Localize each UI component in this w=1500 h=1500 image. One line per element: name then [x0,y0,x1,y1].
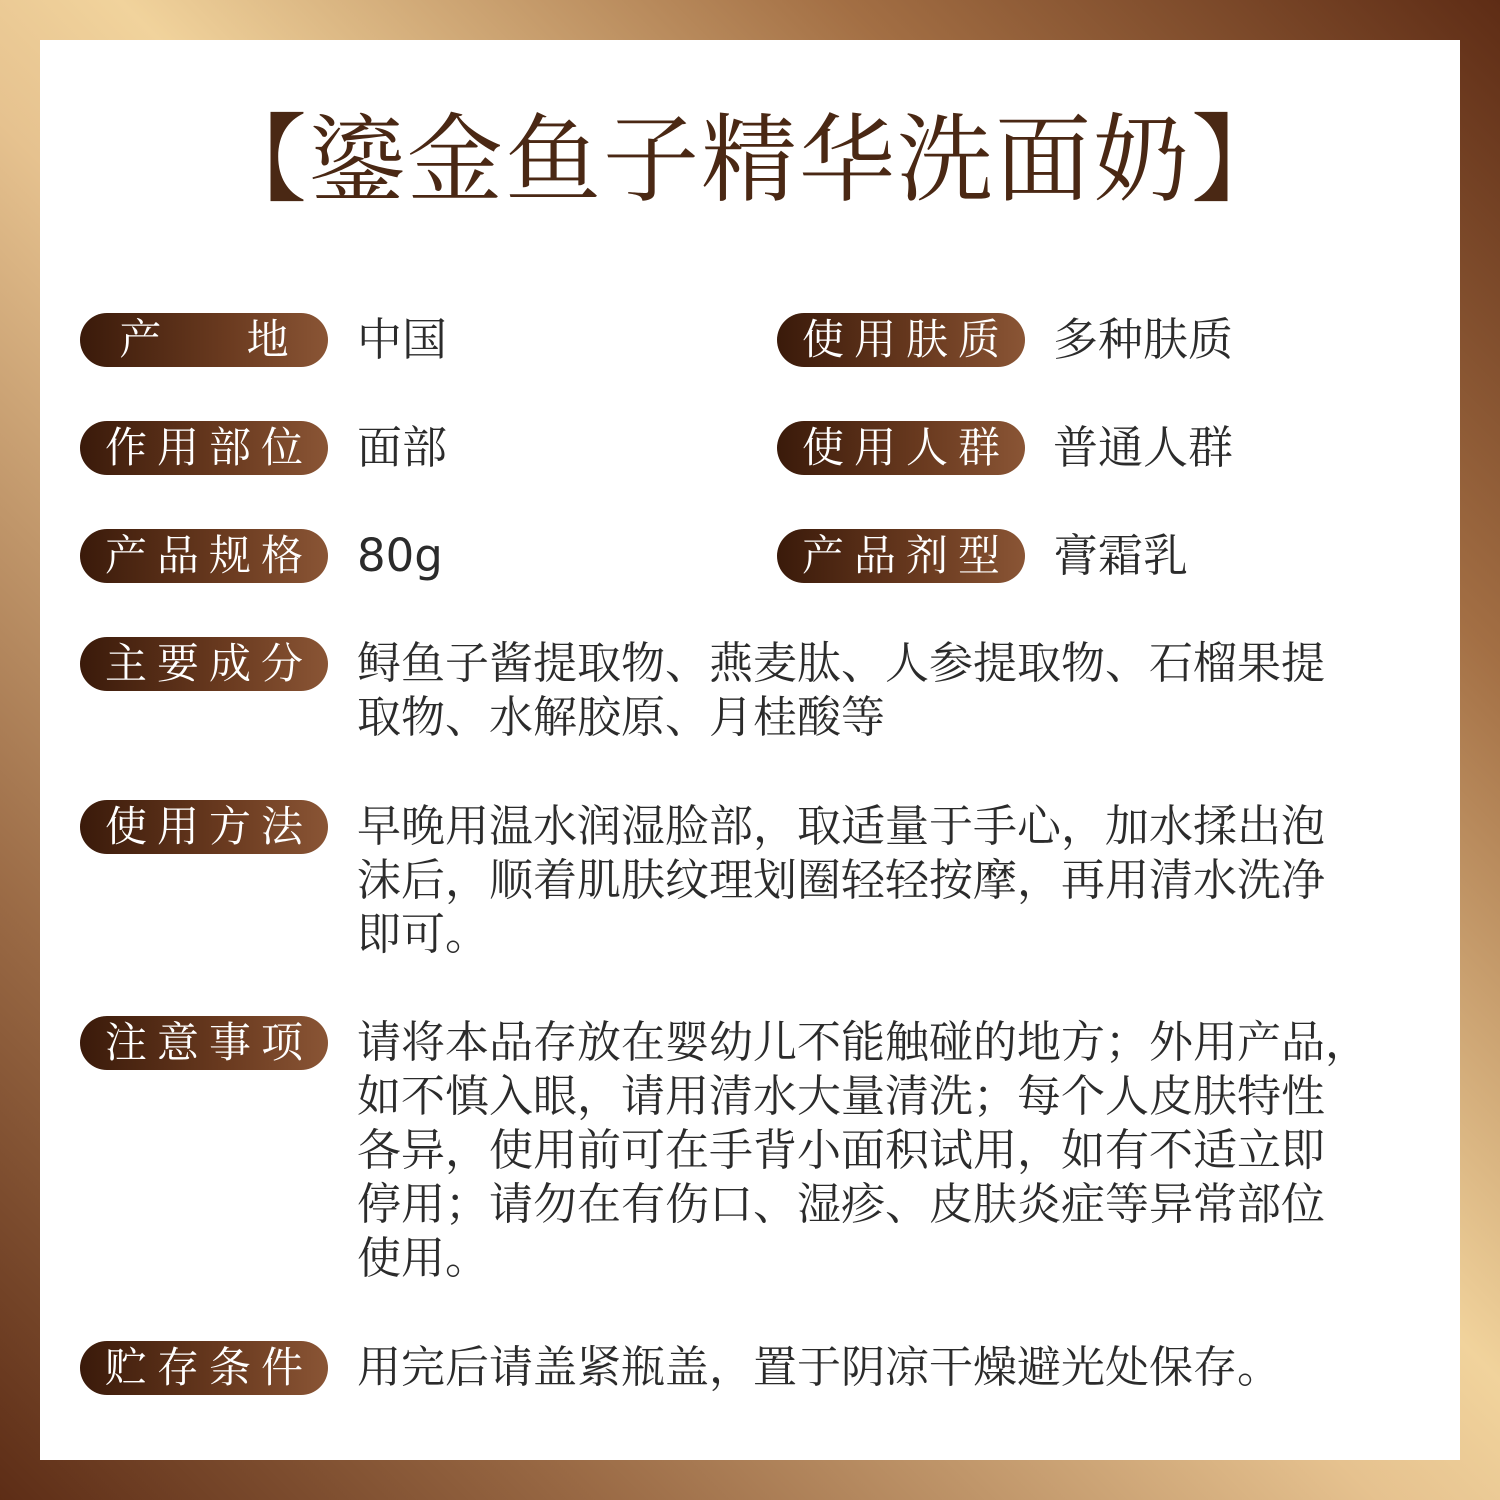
caution-text [357,1016,1369,1286]
area-label: 作用部位 [80,421,328,475]
origin-label: 产 地 [80,313,328,367]
caution-line: 各异，使用前可在手背小面积试用，如有不适立即 [357,1125,1325,1176]
usage-line: 沫后，顺着肌肤纹理划圈轻轻按摩，再用清水洗净 [357,855,1325,906]
usage-label: 使用方法 [80,800,328,854]
origin-value: 中国 [357,313,448,366]
ingredients-text [357,637,1325,745]
caution-label: 注意事项 [80,1016,328,1070]
skin-type-label: 使用肤质 [777,313,1025,367]
ingredients-label: 主要成分 [80,637,328,691]
ingredients-line: 鲟鱼子酱提取物、燕麦肽、人参提取物、石榴果提 [357,638,1325,689]
caution-line: 请将本品存放在婴幼儿不能触碰的地方；外用产品， [357,1017,1369,1068]
page-title: 【鎏金鱼子精华洗面奶】 [211,104,1289,216]
form-value: 膏霜乳 [1053,529,1189,582]
caution-line: 如不慎入眼，请用清水大量清洗；每个人皮肤特性 [357,1071,1325,1122]
area-value: 面部 [357,421,448,474]
size-value: 80g [357,529,443,582]
skin-type-value: 多种肤质 [1053,313,1234,366]
storage-text [357,1341,1281,1395]
size-label: 产品规格 [80,529,328,583]
caution-line: 使用。 [357,1233,489,1284]
form-label: 产品剂型 [777,529,1025,583]
usage-line: 早晚用温水润湿脸部，取适量于手心，加水揉出泡 [357,801,1325,852]
usage-line: 即可。 [357,909,489,960]
storage-line: 用完后请盖紧瓶盖，置于阴凉干燥避光处保存。 [357,1342,1281,1393]
usage-text [357,800,1325,962]
caution-line: 停用；请勿在有伤口、湿疹、皮肤炎症等异常部位 [357,1179,1325,1230]
users-label: 使用人群 [777,421,1025,475]
storage-label: 贮存条件 [80,1341,328,1395]
users-value: 普通人群 [1053,421,1234,474]
ingredients-line: 取物、水解胶原、月桂酸等 [357,692,885,743]
